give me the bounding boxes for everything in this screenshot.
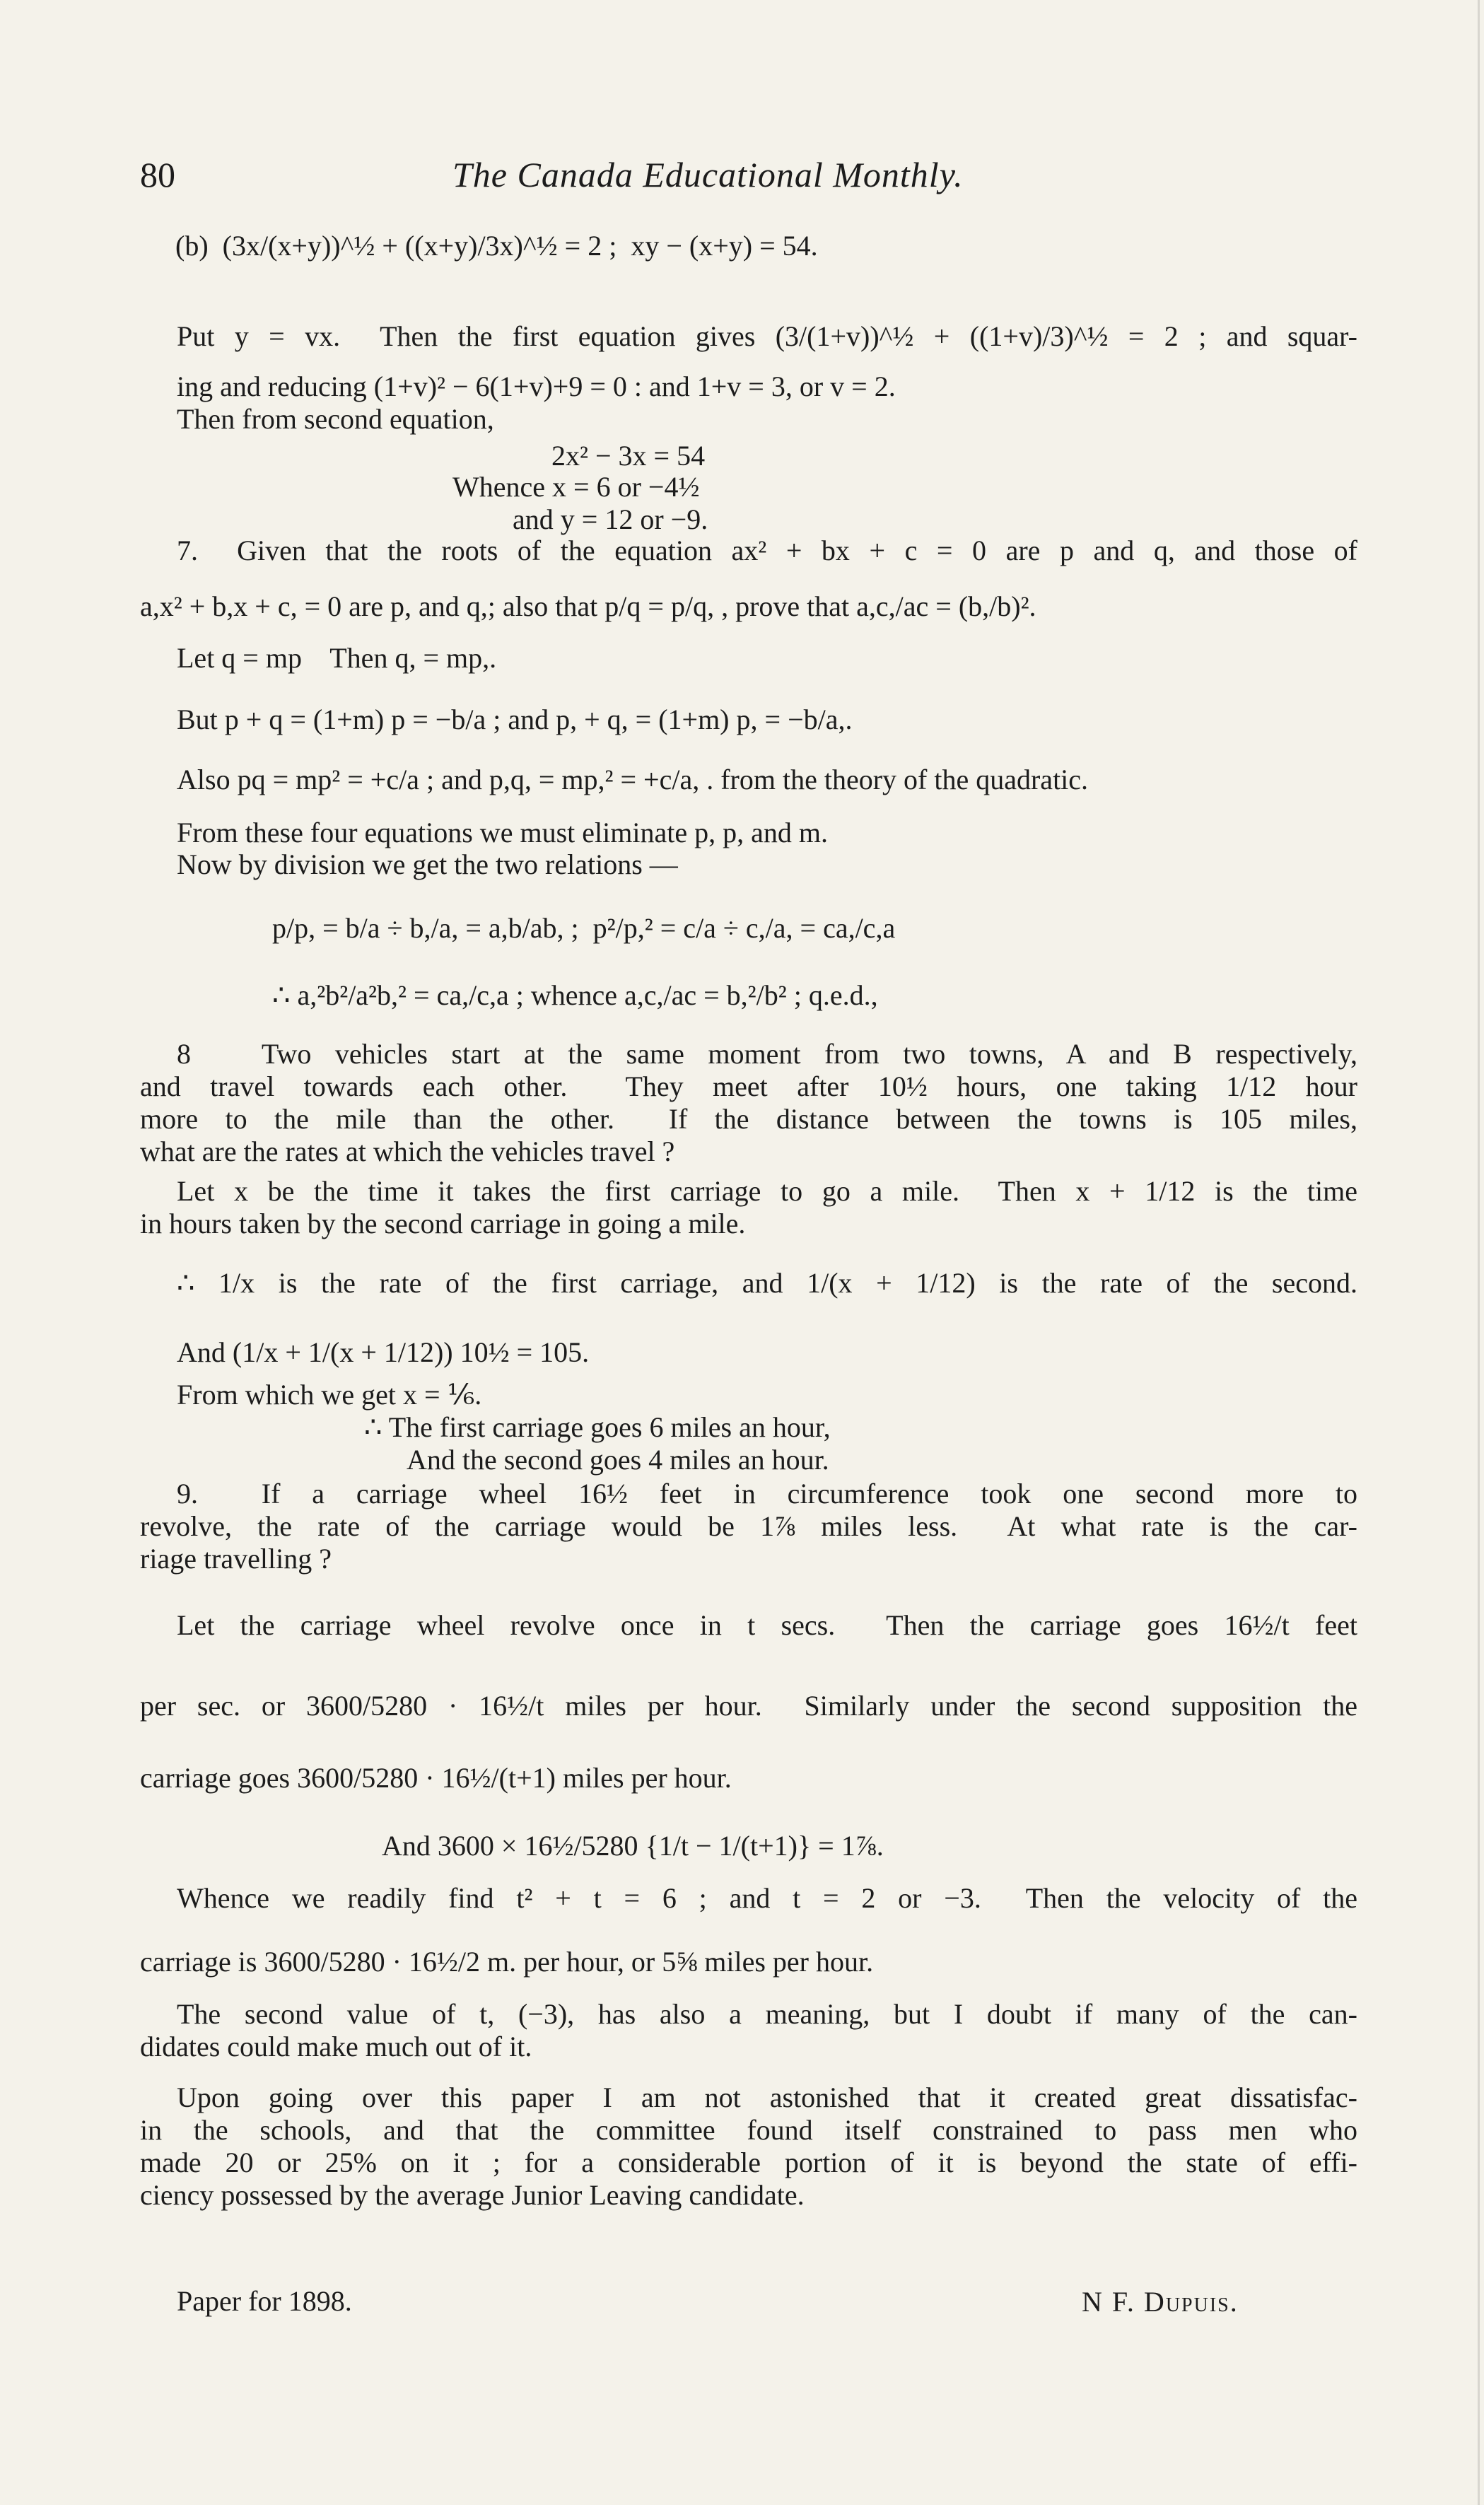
text-line: 7. Given that the roots of the equation ax² + bx + c = 0 are p and q, and those of [177, 535, 1357, 566]
text-line: ∴ The first carriage goes 6 miles an hour, [364, 1411, 831, 1443]
text-line: ∴ a,²b²/a²b,² = ca,/c,a ; whence a,c,/ac = b,²/b² ; q.e.d., [272, 979, 878, 1011]
text-line: per sec. or 3600/5280 · 16½/t miles per hour. Similarly under the second supposition the [140, 1690, 1357, 1722]
text-line: riage travelling ? [140, 1543, 332, 1575]
text-line: 8 Two vehicles start at the same moment from two towns, A and B respectively, [177, 1038, 1357, 1070]
text-line: Now by division we get the two relations — [177, 848, 678, 880]
text-line: Then from second equation, [177, 403, 494, 435]
text-line: in hours taken by the second carriage in going a mile. [140, 1208, 746, 1239]
text-line: 9. If a carriage wheel 16½ feet in circumference took one second more to [177, 1478, 1357, 1510]
text-line: more to the mile than the other. If the distance between the towns is 105 miles, [140, 1103, 1357, 1135]
text-line: what are the rates at which the vehicles travel ? [140, 1135, 675, 1167]
paper-year: Paper for 1898. [177, 2285, 352, 2317]
text-line: carriage goes 3600/5280 · 16½/(t+1) miles per hour. [140, 1762, 732, 1794]
text-line: And (1/x + 1/(x + 1/12)) 10½ = 105. [177, 1336, 590, 1368]
text-line: ∴ 1/x is the rate of the first carriage, and 1/(x + 1/12) is the rate of the second. [177, 1267, 1357, 1299]
text-line: p/p, = b/a ÷ b,/a, = a,b/ab, ; p²/p,² = c/a ÷ c,/a, = ca,/c,a [272, 912, 896, 944]
text-line: revolve, the rate of the carriage would be 1⅞ miles less. At what rate is the car- [140, 1510, 1357, 1542]
text-line: And 3600 × 16½/5280 {1/t − 1/(t+1)} = 1⅞. [382, 1830, 884, 1862]
journal-title: The Canada Educational Monthly. [452, 155, 964, 194]
text-line: And the second goes 4 miles an hour. [407, 1444, 829, 1476]
text-line: didates could make much out of it. [140, 2031, 532, 2062]
text-line: Whence we readily find t² + t = 6 ; and t = 2 or −3. Then the velocity of the [177, 1882, 1357, 1914]
text-line: carriage is 3600/5280 · 16½/2 m. per hour, or 5⅝ miles per hour. [140, 1946, 874, 1978]
text-line: But p + q = (1+m) p = −b/a ; and p, + q, = (1+m) p, = −b/a,. [177, 703, 853, 735]
text-line: made 20 or 25% on it ; for a considerable portion of it is beyond the state of effi- [140, 2147, 1357, 2178]
text-line: From these four equations we must eliminate p, p, and m. [177, 817, 828, 848]
text-line: and y = 12 or −9. [513, 503, 708, 535]
text-line: Whence x = 6 or −4½ [452, 471, 700, 503]
text-line: Let the carriage wheel revolve once in t secs. Then the carriage goes 16½/t feet [177, 1609, 1357, 1641]
text-line: and travel towards each other. They meet after 10½ hours, one taking 1/12 hour [140, 1070, 1357, 1102]
text-line: The second value of t, (−3), has also a meaning, but I doubt if many of the can- [177, 1998, 1357, 2030]
text-line: ing and reducing (1+v)² − 6(1+v)+9 = 0 : and 1+v = 3, or v = 2. [177, 370, 896, 402]
text-line: Also pq = mp² = +c/a ; and p,q, = mp,² = +c/a, . from the theory of the quadratic. [177, 764, 1089, 795]
text-line: Upon going over this paper I am not astonished that it created great dissatisfac- [177, 2081, 1357, 2113]
page-number: 80 [140, 155, 175, 194]
text-line: From which we get x = ⅙. [177, 1379, 482, 1411]
text-line: Put y = vx. Then the first equation gives (3/(1+v))^½ + ((1+v)/3)^½ = 2 ; and squar- [177, 320, 1357, 352]
text-line: 2x² − 3x = 54 [551, 440, 706, 472]
text-line: Let x be the time it takes the first carriage to go a mile. Then x + 1/12 is the time [177, 1175, 1357, 1207]
text-line: Let q = mp Then q, = mp,. [177, 642, 497, 674]
text-line: (b) (3x/(x+y))^½ + ((x+y)/3x)^½ = 2 ; xy − (x+y) = 54. [175, 230, 818, 262]
text-line: ciency possessed by the average Junior Leaving candidate. [140, 2179, 805, 2211]
text-line: a,x² + b,x + c, = 0 are p, and q,; also that p/q = p/q, , prove that a,c,/ac = (b,/b)². [140, 590, 1036, 622]
page-edge-rule [1478, 0, 1480, 2505]
text-line: in the schools, and that the committee found itself constrained to pass men who [140, 2114, 1357, 2146]
author-signature: N F. Dupuis. [1082, 2286, 1239, 2318]
